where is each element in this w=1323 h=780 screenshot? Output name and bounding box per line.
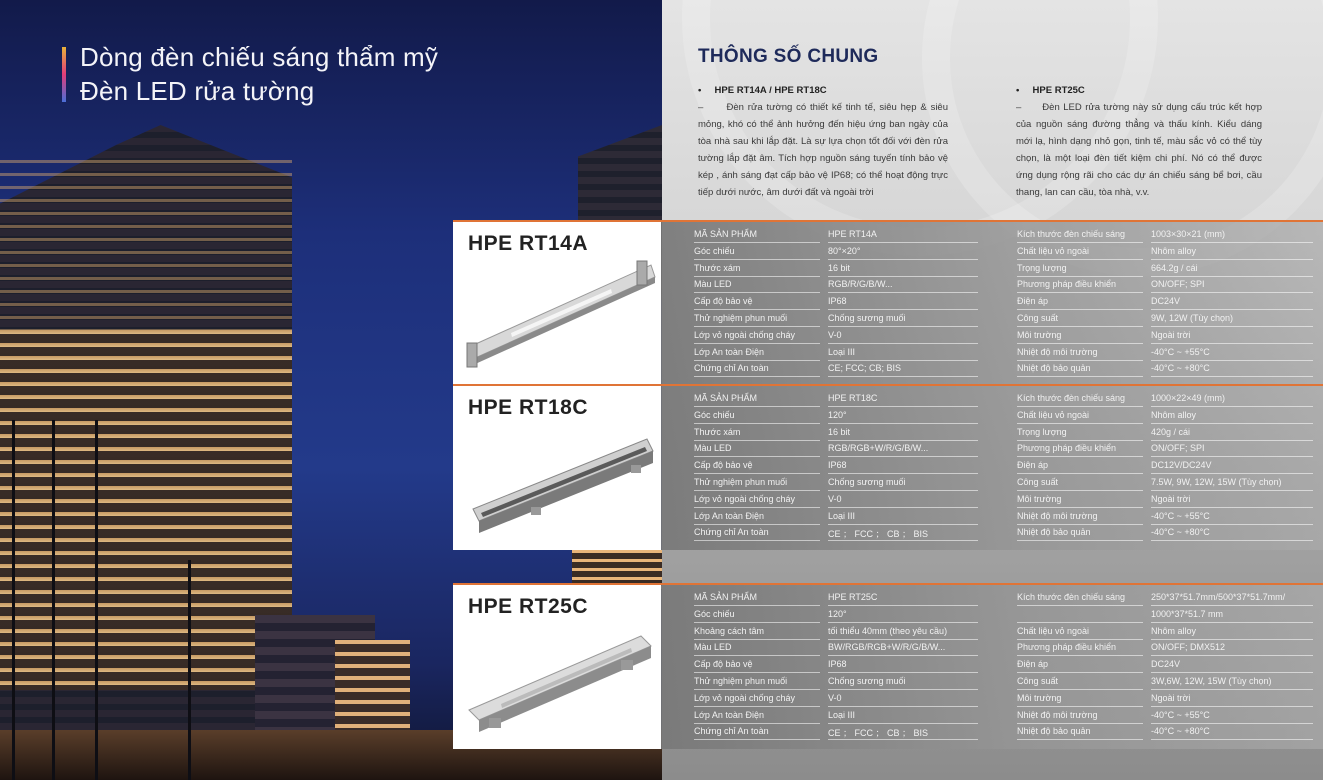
spec-row <box>1017 657 1313 673</box>
light-pole <box>188 560 191 780</box>
spec-value: 1000×22×49 (mm) <box>1151 393 1226 403</box>
spec-value: 1003×30×21 (mm) <box>1151 229 1226 239</box>
spec-label: Chứng chỉ An toàn <box>694 363 769 374</box>
spec-label: Phương pháp điều khiển <box>1017 443 1116 454</box>
spec-value: ON/OFF; SPI <box>1151 443 1205 454</box>
spec-label: Lớp vỏ ngoài chống cháy <box>694 493 795 504</box>
row-rule <box>828 739 978 740</box>
spec-value: 3W,6W, 12W, 15W (Tùy chọn) <box>1151 676 1272 686</box>
spec-label: MÃ SẢN PHẨM <box>694 229 758 239</box>
spec-row <box>1017 492 1313 508</box>
spec-value: Nhôm alloy <box>1151 409 1197 420</box>
spec-value: BW/RGB/RGB+W/R/G/B/W... <box>828 642 946 653</box>
dash: – <box>1016 102 1022 113</box>
spec-row <box>1017 244 1313 260</box>
spec-row <box>1017 261 1313 277</box>
spec-row <box>694 525 978 541</box>
product-image-box <box>453 222 661 386</box>
spec-label: Lớp vỏ ngoài chống cháy <box>694 692 795 703</box>
spec-label: Thử nghiệm phun muối <box>694 676 788 686</box>
row-rule <box>1017 540 1143 541</box>
page-title: Dòng đèn chiếu sáng thẩm mỹ <box>80 42 439 72</box>
row-rule <box>1151 376 1313 377</box>
spec-value: CE ； FCC ； CB ； BIS <box>828 728 929 739</box>
spec-label: Thước xám <box>694 262 741 273</box>
spec-row <box>694 277 978 293</box>
spec-row <box>694 391 978 407</box>
intro-heading: HPE RT25C <box>1032 85 1085 96</box>
row-rule <box>828 540 978 541</box>
spec-row <box>1017 624 1313 640</box>
general-specs-heading: THÔNG SỐ CHUNG <box>698 46 879 67</box>
spec-value: 7.5W, 9W, 12W, 15W (Tùy chọn) <box>1151 477 1282 487</box>
spec-label: Thử nghiệm phun muối <box>694 313 788 323</box>
spec-row <box>1017 277 1313 293</box>
spec-table <box>661 585 1323 749</box>
spec-value: DC24V <box>1151 659 1181 670</box>
light-pole <box>12 420 15 780</box>
spec-row <box>1017 458 1313 474</box>
spec-label: Màu LED <box>694 279 732 290</box>
spec-row <box>694 328 978 344</box>
spec-value: Chống sương muối <box>828 676 906 686</box>
spec-row <box>694 475 978 491</box>
spec-row <box>694 227 978 243</box>
spec-row <box>1017 640 1313 656</box>
spec-label: MÃ SẢN PHẨM <box>694 393 758 403</box>
spec-value: 250*37*51.7mm/500*37*51.7mm/ <box>1151 592 1286 602</box>
spec-value: -40°C ~ +80°C <box>1151 527 1210 538</box>
spec-row <box>694 311 978 327</box>
intro-text: Đèn rửa tường có thiết kế tinh tế, siêu hẹp & siêu mỏng, khó có thể ảnh hưởng đến hiệu ứng ban ngày của tòa nhà sau khi lắp đặt. Là sự lựa chọn tốt đối với đèn rửa tường lắp đặt âm. Tích hợp nguồn sáng tuyến tính bảo vệ kép , ánh sáng đạt cấp bảo vệ IP68; có thể hoạt động trực tiếp dưới nước, âm dưới đất và ngoài trời <box>698 102 948 198</box>
spec-label: Trọng lượng <box>1017 426 1067 437</box>
spec-row <box>1017 391 1313 407</box>
spec-value: 80°×20° <box>828 245 861 256</box>
spec-label: Chất liệu vỏ ngoài <box>1017 625 1090 636</box>
row-rule <box>694 540 820 541</box>
light-pole <box>95 420 98 780</box>
spec-value: CE ； FCC ； CB ； BIS <box>828 529 929 540</box>
spec-label: Môi trường <box>1017 493 1062 504</box>
spec-label: Góc chiếu <box>694 409 735 420</box>
spec-row <box>1017 361 1313 377</box>
spec-label: Chất liệu vỏ ngoài <box>1017 245 1090 256</box>
spec-row <box>694 590 978 606</box>
spec-row <box>694 294 978 310</box>
spec-label: Cấp độ bảo vệ <box>694 296 753 307</box>
row-rule <box>694 376 820 377</box>
spec-value: Nhôm alloy <box>1151 625 1197 636</box>
spec-value: 1000*37*51.7 mm <box>1151 608 1224 619</box>
spec-row <box>1017 475 1313 491</box>
spec-value: Chống sương muối <box>828 477 906 487</box>
spec-value: IP68 <box>828 296 847 307</box>
spec-value: -40°C ~ +55°C <box>1151 709 1210 720</box>
spec-label: Khoảng cách tâm <box>694 625 765 636</box>
spec-row <box>1017 509 1313 525</box>
spec-row <box>1017 724 1313 740</box>
spec-row <box>1017 607 1313 623</box>
spec-row <box>1017 345 1313 361</box>
spec-label: Nhiệt độ môi trường <box>1017 510 1098 521</box>
spec-label: Lớp An toàn Điện <box>694 346 764 357</box>
intro-text: Đèn LED rửa tường này sử dụng cấu trúc kết hợp của nguồn sáng đường thẳng và thấu kính. Kiểu dáng mới lạ, hình dạng nhỏ gọn, tinh tế, màu sắc vỏ có thể tùy chọn, là một loại đèn tiết kiệm chi phí. Nó có thể được ứng dụng rộng rãi cho các dự án chiếu sáng bể bơi, cầu thang, lan can cầu, tòa nhà, v.v. <box>1016 102 1262 198</box>
spec-value: HPE RT14A <box>828 229 877 239</box>
spec-value: 16 bit <box>828 262 851 273</box>
spec-value: RGB/RGB+W/R/G/B/W... <box>828 443 929 454</box>
spec-value: DC12V/DC24V <box>1151 460 1212 471</box>
product-image-box <box>453 585 661 749</box>
spec-value: Ngoài trời <box>1151 692 1191 703</box>
spec-label: MÃ SẢN PHẨM <box>694 592 758 602</box>
spec-row <box>694 244 978 260</box>
spec-row <box>694 261 978 277</box>
spec-value: 16 bit <box>828 426 851 437</box>
spec-value: Chống sương muối <box>828 313 906 323</box>
spec-label: Công suất <box>1017 313 1059 323</box>
product-rt18c <box>453 384 1323 550</box>
spec-label: Điện áp <box>1017 659 1049 670</box>
row-rule <box>1017 376 1143 377</box>
spec-row <box>694 691 978 707</box>
spec-label: Môi trường <box>1017 692 1062 703</box>
spec-row <box>694 708 978 724</box>
spec-row <box>1017 425 1313 441</box>
spec-row <box>1017 227 1313 243</box>
spec-label: Nhiệt độ bảo quản <box>1017 527 1091 538</box>
bullet: • <box>1016 85 1020 96</box>
spec-row <box>1017 408 1313 424</box>
spec-row <box>694 624 978 640</box>
lamp-rt14a-image <box>461 247 657 382</box>
product-name: HPE RT18C <box>468 396 589 419</box>
spec-row <box>694 408 978 424</box>
spec-label: Góc chiếu <box>694 245 735 256</box>
spec-row <box>1017 691 1313 707</box>
spec-label: Thước xám <box>694 426 741 437</box>
spec-value: ON/OFF; SPI <box>1151 279 1205 290</box>
spec-row <box>1017 708 1313 724</box>
product-rt25c <box>453 583 1323 749</box>
row-rule <box>1017 739 1143 740</box>
spec-label: Góc chiếu <box>694 608 735 619</box>
spec-label: Chứng chỉ An toàn <box>694 527 769 538</box>
spec-label: Phương pháp điều khiển <box>1017 279 1116 290</box>
spec-value: 664.2g / cái <box>1151 262 1198 273</box>
spec-row <box>1017 441 1313 457</box>
spec-label: Kích thước đèn chiếu sáng <box>1017 592 1125 602</box>
spec-value: Loại III <box>828 510 856 521</box>
spec-value: -40°C ~ +80°C <box>1151 363 1210 374</box>
spec-row <box>1017 590 1313 606</box>
tower-lit-lower <box>0 330 292 690</box>
spec-value: Loại III <box>828 346 856 357</box>
spec-label: Cấp độ bảo vệ <box>694 460 753 471</box>
row-rule <box>694 739 820 740</box>
intro-rt14a-rt18c <box>698 82 948 201</box>
spec-value: 120° <box>828 608 847 619</box>
spec-value: V-0 <box>828 493 842 504</box>
product-rt14a <box>453 220 1323 386</box>
spec-value: 9W, 12W (Tùy chọn) <box>1151 313 1234 323</box>
intro-rt25c <box>1016 82 1262 201</box>
spec-value: Ngoài trời <box>1151 329 1191 340</box>
spec-row <box>694 345 978 361</box>
spec-value: HPE RT25C <box>828 592 878 602</box>
spec-label: Nhiệt độ bảo quản <box>1017 726 1091 737</box>
spec-value: V-0 <box>828 329 842 340</box>
spec-label: Phương pháp điều khiển <box>1017 642 1116 653</box>
spec-label: Nhiệt độ bảo quản <box>1017 363 1091 374</box>
spec-label: Công suất <box>1017 676 1059 686</box>
dash: – <box>698 102 704 113</box>
spec-row <box>694 425 978 441</box>
spec-label: Thử nghiệm phun muối <box>694 477 788 487</box>
row-rule <box>1151 540 1313 541</box>
spec-value: -40°C ~ +80°C <box>1151 726 1210 737</box>
spec-label: Công suất <box>1017 477 1059 487</box>
spec-value: Loại III <box>828 709 856 720</box>
spec-table <box>661 386 1323 550</box>
spec-value: HPE RT18C <box>828 393 878 403</box>
row-rule <box>1151 739 1313 740</box>
spec-label: Cấp độ bảo vệ <box>694 659 753 670</box>
spec-row <box>694 458 978 474</box>
spec-label: Lớp An toàn Điện <box>694 709 764 720</box>
spec-row <box>1017 311 1313 327</box>
spec-label: Màu LED <box>694 443 732 454</box>
spec-label: Chất liệu vỏ ngoài <box>1017 409 1090 420</box>
spec-label: Nhiệt độ môi trường <box>1017 709 1098 720</box>
product-name: HPE RT14A <box>468 232 589 255</box>
spec-value: V-0 <box>828 692 842 703</box>
spec-label: Lớp An toàn Điện <box>694 510 764 521</box>
spec-value: Ngoài trời <box>1151 493 1191 504</box>
lamp-rt18c-image <box>461 421 657 546</box>
spec-value: RGB/R/G/B/W... <box>828 279 893 290</box>
spec-row <box>694 492 978 508</box>
spec-label: Chứng chỉ An toàn <box>694 726 769 737</box>
spec-row <box>694 674 978 690</box>
spec-value: 120° <box>828 409 847 420</box>
spec-value: CE; FCC; CB; BIS <box>828 363 902 374</box>
spec-value: 420g / cái <box>1151 426 1191 437</box>
spec-value: ON/OFF; DMX512 <box>1151 642 1226 653</box>
spec-value: IP68 <box>828 659 847 670</box>
spec-row <box>694 640 978 656</box>
spec-row <box>694 361 978 377</box>
spec-label: Điện áp <box>1017 460 1049 471</box>
spec-row <box>694 509 978 525</box>
spec-label: Kích thước đèn chiếu sáng <box>1017 393 1125 403</box>
spec-value: -40°C ~ +55°C <box>1151 346 1210 357</box>
spec-row <box>1017 328 1313 344</box>
spec-row <box>694 441 978 457</box>
product-name: HPE RT25C <box>468 595 589 618</box>
row-rule <box>828 376 978 377</box>
spec-value: Nhôm alloy <box>1151 245 1197 256</box>
page-subtitle: Đèn LED rửa tường <box>80 76 315 106</box>
product-image-box <box>453 386 661 550</box>
spec-value: DC24V <box>1151 296 1181 307</box>
spec-label: Lớp vỏ ngoài chống cháy <box>694 329 795 340</box>
spec-label: Môi trường <box>1017 329 1062 340</box>
spec-row <box>694 724 978 740</box>
spec-label: Điện áp <box>1017 296 1049 307</box>
spec-label: Màu LED <box>694 642 732 653</box>
spec-row <box>1017 294 1313 310</box>
spec-label: Nhiệt độ môi trường <box>1017 346 1098 357</box>
spec-label: Kích thước đèn chiếu sáng <box>1017 229 1125 239</box>
spec-row <box>694 607 978 623</box>
bullet: • <box>698 85 702 96</box>
light-pole <box>52 420 55 780</box>
spec-table <box>661 222 1323 386</box>
spec-row <box>1017 525 1313 541</box>
spec-value: tối thiểu 40mm (theo yêu cầu) <box>828 625 948 636</box>
spec-value: IP68 <box>828 460 847 471</box>
title-accent-bar <box>62 47 66 102</box>
spec-row <box>1017 674 1313 690</box>
tower-lit-upper <box>0 160 292 330</box>
spec-row <box>694 657 978 673</box>
lamp-rt25c-image <box>461 620 657 745</box>
intro-heading: HPE RT14A / HPE RT18C <box>714 85 827 96</box>
spec-value: -40°C ~ +55°C <box>1151 510 1210 521</box>
spec-label: Trọng lượng <box>1017 262 1067 273</box>
